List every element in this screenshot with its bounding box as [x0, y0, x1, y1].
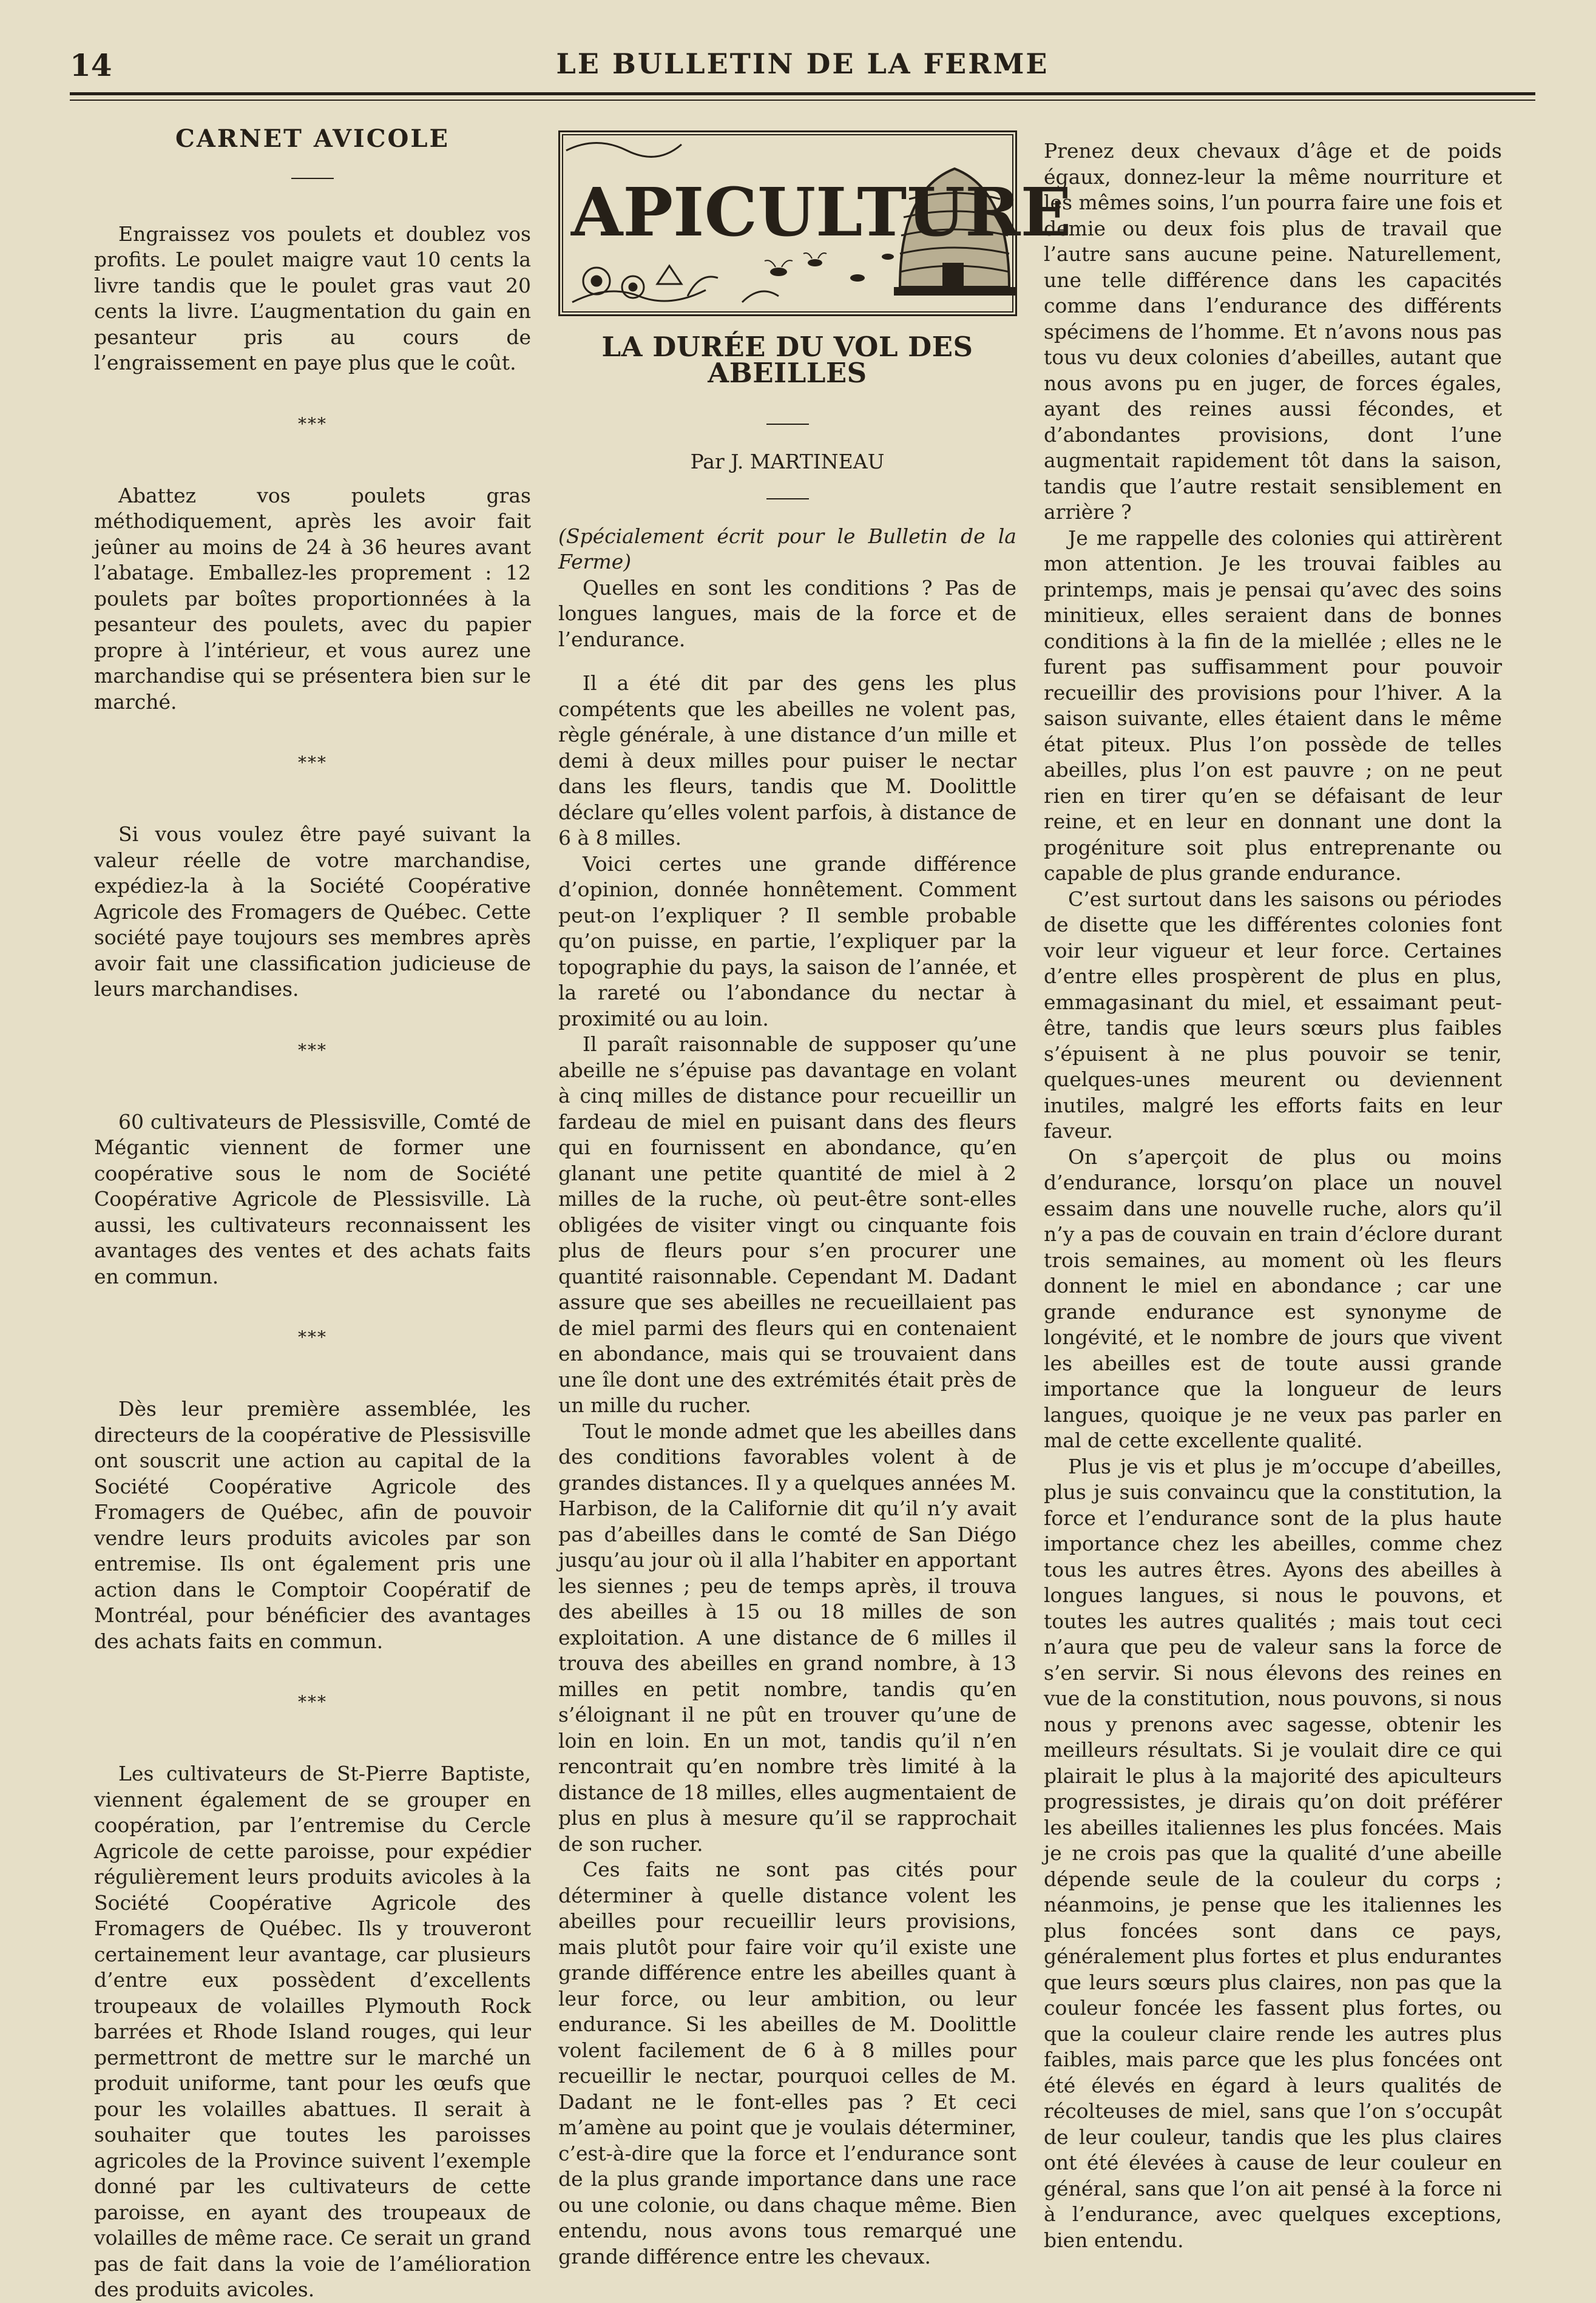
column-apiculture — [558, 121, 1072, 2270]
paragraph: Tout le monde admet que les abeilles dans des conditions favorables volent à de grandes distances. Il y a quelques années M. Harbison, de la Californie dit qu’il n’y avait pas d’abeilles dans le comté de San Diégo jusqu’au jour où il alla l’habiter en apportant les siennes ; peu de temps après, il trouva des abeilles à 15 ou 18 milles de son exploitation. A une distance de 6 milles il trouva des abeilles en grand nombre, à 13 milles en petit nombre, tandis qu’en s’éloignant il ne pût en trouver qu’une de loin en loin. En un mot, tandis qu’il n’en rencontrait qu’en nombre très limité à la distance de 18 milles, elles augmentaient de plus en plus à mesure qu’il se rapprochait de son rucher. — [558, 1419, 1016, 1856]
paragraph: Il a été dit par des gens les plus compétents que les abeilles ne volent pas, règle générale, à une distance d’un mille et demi à deux milles pour puiser le nectar dans les fleurs, tandis que M. Doolittle déclare qu’elles volent parfois, à distance de 6 à 8 milles. — [558, 671, 1016, 850]
column-apiculture-continued — [1044, 138, 1502, 2253]
page-number: 14 — [70, 47, 112, 83]
article-title: LA DURÉE DU VOL DES ABEILLES — [601, 331, 973, 389]
paragraph: Plus je vis et plus je m’occupe d’abeilles, plus je suis convaincu que la constitution, la force et l’endurance sont de la plus haute importance chez les abeilles, comme chez tous les autres êtres. Ayons des abeilles à longues langues, si nous le pouvons, et toutes les autres qualités ; mais tout ceci n’aura que peu de valeur sans la force de s’en servir. Si nous élevons des reines en vue de la constitution, nous pouvons, si nous nous y prenons avec sagesse, obtenir les meilleurs résultats. Si je voulait dire ce qui plairait le plus à la majorité des apiculteurs progressistes, je dirais qu’on doit préférer les abeilles italiennes les plus foncées. Mais je ne crois pas que la qualité d’une abeille dépende seule de la couleur du corps ; néanmoins, je pense que les italiennes les plus foncées sont dans ce pays, généralement plus fortes et plus endurantes que leurs sœurs plus claires, non pas que la couleur foncée les fassent plus fortes, ou que la couleur claire rende les autres plus faibles, mais parce que les plus foncées ont été élevés en égard à leurs qualités de récolteuses de miel, sans que l’on s’occupât de leur couleur, tandis que les plus claires ont été élevées à cause de leur couleur en général, sans que l’on ait pensé à la force ni à l’endurance, avec quelques exceptions, bien entendu. — [1044, 1454, 1502, 2252]
asterism-separator: *** — [298, 752, 327, 773]
special-note: (Spécialement écrit pour le Bulletin de la Ferme) — [558, 524, 1016, 573]
paragraph: Voici certes une grande différence d’opinion, donnée honnêtement. Comment peut-on l’expliquer ? Il semble probable qu’on puisse, en partie, l’expliquer par la topographie du pays, la saison de l’année, et la rareté ou l’abondance du nectar à proximité ou au loin. — [558, 851, 1016, 1030]
banner-title: APICULTURE — [571, 173, 1072, 251]
paragraph: Ces faits ne sont pas cités pour déterminer à quelle distance volent les abeilles pour recueillir leurs provisions, mais plutôt pour faire voir qu’il existe une grande différence entre les abeilles quant à leur force, ou leur ambition, ou leur endurance. Si les abeilles de M. Doolittle volent facilement de 6 à 8 milles pour recueillir le nectar, pourquoi celles de M. Dadant ne le font-elles pas ? Et ceci m’amène au point que je voulais déterminer, c’est-à-dire que la force et l’endurance sont de la plus grande importance dans une race ou une colonie, ou dans chaque même. Bien entendu, nous avons tous remarqué une grande différence entre les chevaux. — [558, 1858, 1016, 2268]
header-rule-thin — [70, 100, 1535, 101]
paragraph: Quelles en sont les conditions ? Pas de longues langues, mais de la force et de l’endurance. — [558, 575, 1016, 651]
column-carnet-avicole — [94, 121, 531, 2303]
paragraph: On s’aperçoit de plus ou moins d’endurance, lorsqu’on place un nouvel essaim dans une nouvelle ruche, alors qu’il n’y a pas de couvain en train d’éclore durant trois semaines, au moment où les fleurs donnent le miel en abondance ; car une grande endurance est synonyme de longévité, et le nombre de jours que vivent les abeilles est de toute aussi grande importance que la longueur de leurs langues, quoique je ne veux pas parler en mal de cette excellente qualité. — [1044, 1145, 1502, 1452]
paragraph: 60 cultivateurs de Plessisville, Comté de Mégantic viennent de former une coopérative sous le nom de Société Coopérative Agricole de Plessisville. Là aussi, les cultivateurs reconnaissent les avantages des ventes et des achats faits en commun. — [94, 1109, 531, 1288]
paragraph: Engraissez vos poulets et doublez vos profits. Le poulet maigre vaut 10 cents la livre tandis que le poulet gras vaut 20 cents la livre. L’augmentation du gain en pesanteur pris au cours de l’engraissement en paye plus que le coût. — [94, 222, 531, 374]
asterism-separator: *** — [298, 1040, 327, 1060]
title-dash — [766, 424, 809, 425]
section-title-carnet-avicole: CARNET AVICOLE — [175, 124, 450, 153]
asterism-separator: *** — [298, 1327, 327, 1347]
paragraph: Prenez deux chevaux d’âge et de poids égaux, donnez-leur la même nourriture et les mêmes soins, l’un pourra faire une fois et demie ou deux fois plus de travail que l’autre sans aucune peine. Naturellement, une telle différence dans les capacités comme dans l’endurance des différents spécimens de l’homme. Et n’avons nous pas tous vu deux colonies d’abeilles, autant que nous avons pu en juger, de forces égales, ayant des reines aussi fécondes, et d’abondantes provisions, dont l’une augmentait rapidement tôt dans la saison, tandis que l’autre restait sensiblement en arrière ? — [1044, 139, 1502, 524]
asterism-separator: *** — [298, 1692, 327, 1712]
paragraph: Dès leur première assemblée, les directeurs de la coopérative de Plessisville ont souscrit une action au capital de la Société Coopérative Agricole des Fromagers de Québec, afin de pouvoir vendre leurs produits avicoles par son entremise. Ils ont également pris une action dans le Comptoir Coopératif de Montréal, pour bénéficier des avantages des achats faits en commun. — [94, 1397, 531, 1653]
publication-title: LE BULLETIN DE LA FERME — [556, 47, 1049, 80]
asterism-separator: *** — [298, 413, 327, 434]
article-byline: Par J. MARTINEAU — [690, 450, 885, 473]
apiculture-banner — [558, 130, 1072, 316]
paragraph: Si vous voulez être payé suivant la valeur réelle de votre marchandise, expédiez-la à la Société Coopérative Agricole des Fromagers de Québec. Cette société paye toujours ses membres après avoir fait une classification judicieuse de leurs marchandises. — [94, 822, 531, 1001]
paragraph: Il paraît raisonnable de supposer qu’une abeille ne s’épuise pas davantage en volant à cinq milles de distance pour recueillir un fardeau de miel en puisant dans des fleurs qui en fournissent en abondance, qu’en glanant une petite quantité de miel à 2 milles de la ruche, où peut-être sont-elles obligées de visiter vingt ou cinquante fois plus de fleurs pour s’en procurer une quantité raisonnable. Cependant M. Dadant assure que ses abeilles ne recueillaient pas de miel parmi des fleurs qui en contenaient en abondance, mais qui se trouvaient dans une île dont une des extrémités était près de un mille du rucher. — [558, 1032, 1016, 1417]
paragraph: Abattez vos poulets gras méthodiquement, après les avoir fait jeûner au moins de 24 à 36 heures avant l’abatage. Emballez-les proprement : 12 poulets par boîtes proportionnées à la pesanteur des poulets, avec du papier propre à l’intérieur, et vous aurez une marchandise qui se présentera bien sur le marché. — [94, 483, 531, 714]
page-header — [70, 42, 1535, 85]
beehive-illustration — [560, 132, 1072, 314]
paragraph: Les cultivateurs de St-Pierre Baptiste, viennent également de se grouper en coopération, par l’entremise du Cercle Agricole de cette paroisse, pour expédier régulièrement leurs produits avicoles à la Société Coopérative Agricole des Fromagers de Québec. Ils y trouveront certainement leur avantage, car plusieurs d’entre eux possèdent d’excellents troupeaux de volailles Plymouth Rock barrées et Rhode Island rouges, qui leur permettront de mettre sur le marché un produit uniforme, tant pour les œufs que pour les volailles abattues. Il serait à souhaiter que toutes les paroisses agricoles de la Province suivent l’exemple donné par les cultivateurs de cette paroisse, en ayant des troupeaux de volailles de même race. Ce serait un grand pas de fait dans la voie de l’amélioration des produits avicoles. — [94, 1762, 531, 2301]
paragraph: C’est surtout dans les saisons ou périodes de disette que les différentes colonies font voir leur vigueur et leur force. Certaines d’entre elles prospèrent de plus en plus, emmagasinant du miel, et essaimant peut-être, tandis que leurs sœurs plus faibles s’épuisent à ne plus pouvoir se tenir, quelques-unes meurent ou deviennent inutiles, malgré les efforts faits en leur faveur. — [1044, 887, 1502, 1143]
header-rule-thick — [70, 92, 1535, 95]
paragraph: Je me rappelle des colonies qui attirèrent mon attention. Je les trouvai faibles au printemps, mais je pensai qu’avec des soins minitieux, elles seraient dans de bonnes conditions à la fin de la miellée ; elles ne le furent pas suffisamment pour pouvoir recueillir des provisions pour l’hiver. A la saison suivante, elles étaient dans le même état piteux. Plus l’on possède de telles abeilles, plus l’on est pauvre ; on ne peut rien en tirer qu’en se défaisant de leur reine, et en leur en donnant une dont la progéniture soit plus entreprenante ou capable de plus grande endurance. — [1044, 526, 1502, 885]
